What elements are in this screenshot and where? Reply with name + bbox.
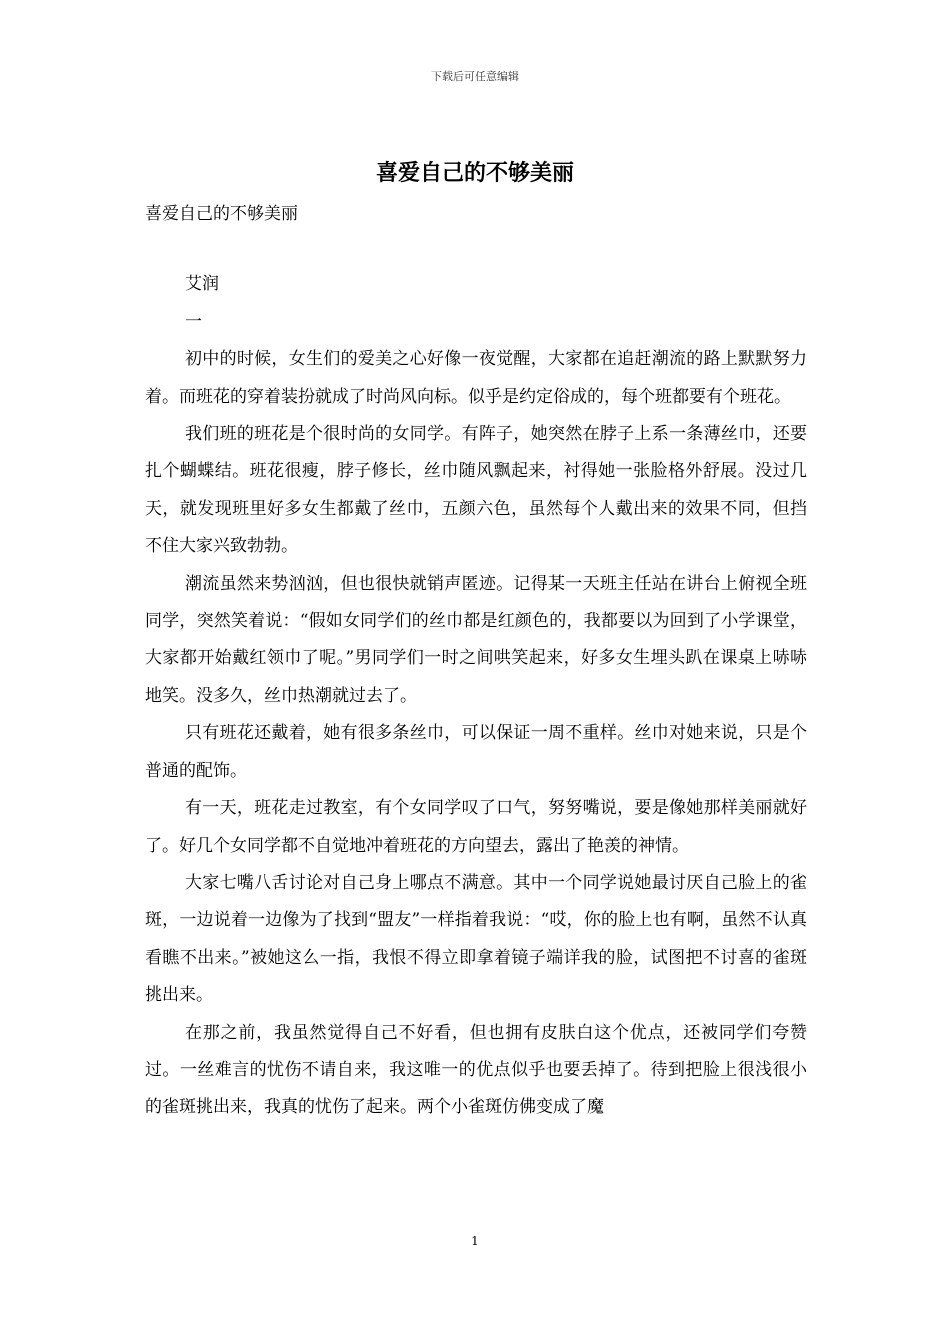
page-header-note: 下载后可任意编辑 bbox=[431, 70, 519, 83]
paragraph: 潮流虽然来势汹汹，但也很快就销声匿迹。记得某一天班主任站在讲台上俯视全班同学，突然笑着说：“假如女同学们的丝巾都是红颜色的，我都要以为回到了小学课堂，大家都开始戴红领巾了呢。”男同学们一时之间哄笑起来，好多女生埋头趴在课桌上哧哧地笑。没多久，丝巾热潮就过去了。 bbox=[145, 573, 807, 706]
author-name: 艾润 bbox=[185, 274, 219, 295]
paragraph: 大家七嘴八舌讨论对自己身上哪点不满意。其中一个同学说她最讨厌自己脸上的雀斑，一边说着一边像为了找到“盟友”一样指着我说：“哎，你的脸上也有啊，虽然不认真看瞧不出来。”被她这么一指，我恨不得立即拿着镜子端详我的脸，试图把不讨喜的雀斑挑出来。 bbox=[145, 872, 807, 1006]
section-number: 一 bbox=[185, 311, 202, 332]
page-number: 1 bbox=[471, 1234, 479, 1248]
paragraph: 初中的时候，女生们的爱美之心好像一夜觉醒，大家都在追赶潮流的路上默默努力着。而班花的穿着装扮就成了时尚风向标。似乎是约定俗成的，每个班都要有个班花。 bbox=[145, 349, 807, 407]
paragraph: 有一天，班花走过教室，有个女同学叹了口气，努努嘴说，要是像她那样美丽就好了。好几个女同学都不自觉地冲着班花的方向望去，露出了艳羡的神情。 bbox=[145, 798, 807, 856]
paragraph: 只有班花还戴着，她有很多条丝巾，可以保证一周不重样。丝巾对她来说，只是个普通的配饰。 bbox=[145, 723, 807, 781]
document-title: 喜爱自己的不够美丽 bbox=[375, 161, 574, 186]
document-subtitle: 喜爱自己的不够美丽 bbox=[145, 204, 298, 224]
paragraph: 在那之前，我虽然觉得自己不好看，但也拥有皮肤白这个优点，还被同学们夸赞过。一丝难言的忧伤不请自来，我这唯一的优点似乎也要丢掉了。待到把脸上很浅很小的雀斑挑出来，我真的忧伤了起来。两个小雀斑仿佛变成了魔 bbox=[145, 1022, 807, 1118]
document-body bbox=[145, 196, 807, 1127]
paragraph: 我们班的班花是个很时尚的女同学。有阵子，她突然在脖子上系一条薄丝巾，还要扎个蝴蝶结。班花很瘦，脖子修长，丝巾随风飘起来，衬得她一张脸格外舒展。没过几天，就发现班里好多女生都戴了丝巾，五颜六色，虽然每个人戴出来的效果不同，但挡不住大家兴致勃勃。 bbox=[145, 424, 807, 557]
